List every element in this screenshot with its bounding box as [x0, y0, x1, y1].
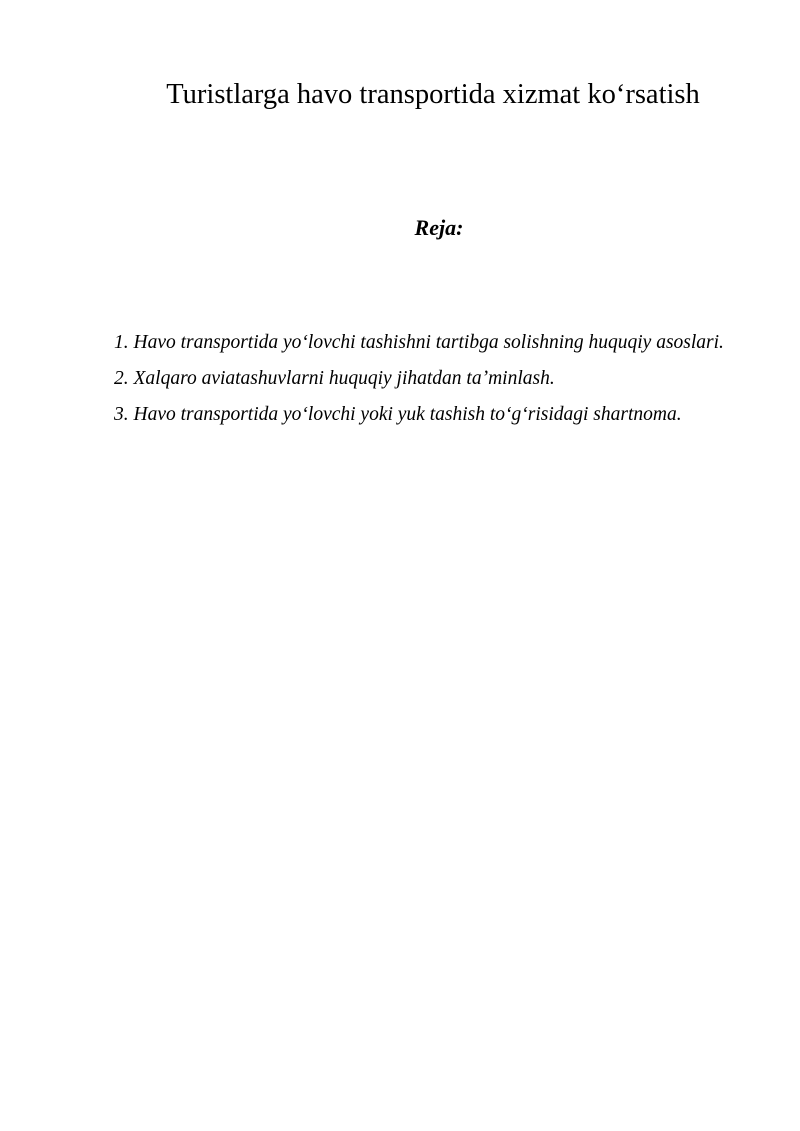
document-title: Turistlarga havo transportida xizmat koʻrsatish — [166, 79, 700, 110]
plan-item-3: 3. Havo transportida yoʻlovchi yoki yuk tashish toʻgʻrisidagi shartnoma. — [114, 404, 682, 425]
plan-heading: Reja: — [414, 215, 464, 240]
plan-list — [114, 325, 740, 433]
plan-item-2: 2. Xalqaro aviatashuvlarni huquqiy jihatdan taʼminlash. — [114, 368, 555, 389]
plan-item-1: 1. Havo transportida yoʻlovchi tashishni tartibga solishning huquqiy asoslari. — [114, 332, 724, 353]
